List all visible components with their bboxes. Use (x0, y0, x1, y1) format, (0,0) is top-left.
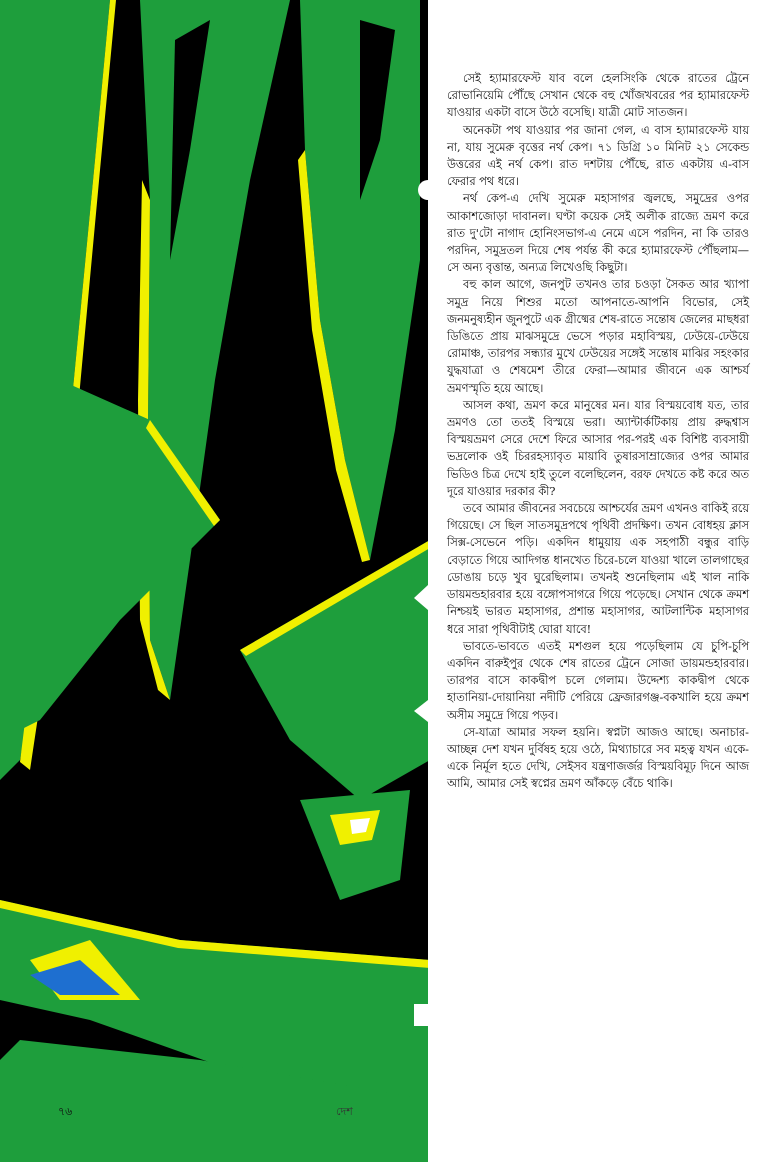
article-paragraph: নর্থ কেপ-এ দেখি সুমেরু মহাসাগর জ্বলছে, সমুদ্রের ওপর আকাশজোড়া দাবানল। ঘণ্টা কয়েক সেই অলীক রাজ্যে ভ্রমণ করে রাত দু'টো নাগাদ হোনিংসভাগ-এ নেমে এসে পরদিন, না কি তারও পরদিন, সমুদ্রতল দিয়ে শেষ পর্যন্ত কী করে হ্যামারফেস্ট পৌঁছলাম—সে অন্য বৃত্তান্ত, অন্যত্র লিখেওছি কিছুটা। (447, 192, 749, 275)
magazine-name: দেশ (336, 1105, 353, 1118)
article-paragraph: অনেকটা পথ যাওয়ার পর জানা গেল, এ বাস হ্যামারফেস্ট যায় না, যায় সুমেরু বৃত্তের নর্থ কেপ। ৭১ ডিগ্রি ১০ মিনিট ২১ সেকেন্ড উত্তরের এই নর্থ কেপ। রাত দশটায় পৌঁছে, রাত একটায় এ-বাস ফেরার পথ ধরে। (447, 123, 749, 189)
article-paragraph: বহু কাল আগে, জনপুট তখনও তার চওড়া সৈকত আর খ্যাপা সমুদ্র নিয়ে শিশুর মতো আপনাতে-আপনি বিভোর, সেই জনমনুষ্যহীন জুনপুটে এক গ্রীষ্মের শেষ-রাতে সন্তোষ জেলের মাছধরা ডিঙিতে প্রায় মাঝসমুদ্রে ভেসে পড়ার মহাবিস্ময়, ঢেউয়ে-ঢেউয়ে রোমাঞ্চ, তারপর সন্ধ্যার মুখে ঢেউয়ের সঙ্গেই সন্তোষ মাঝির সহংকার যুদ্ধযাত্রা ও শেষমেশ তীরে ফেরা—আমার জীবনে এক আশ্চর্য ভ্রমণস্মৃতি হয়ে আছে। (447, 278, 749, 395)
article-paragraph: ভাবতে-ভাবতে এতই মশগুল হয়ে পড়েছিলাম যে চুপি-চুপি একদিন বারুইপুর থেকে শেষ রাতের ট্রেনে সোজা ডায়মন্ডহারবার। তারপর বাসে কাকদ্বীপ চলে গেলাম। উদ্দেশ্য কাকদ্বীপ থেকে হাতানিয়া-দোয়ানিয়া নদীটি পেরিয়ে ফ্রেজারগঞ্জ-বকখালি হয়ে ক্রমশ অসীম সমুদ্রে গিয়ে পড়ব। (447, 639, 749, 722)
page-number: ৭৬ (58, 1105, 73, 1118)
article-paragraph: সেই হ্যামারফেস্ট যাব বলে হেলসিংকি থেকে রাতের ট্রেনে রোভানিয়েমি পৌঁছে সেখান থেকে বহু খোঁজখবরের পর হ্যামারফেস্ট যাওয়ার একটা বাসে উঠে বসেছি। যাত্রী মোট সাতজন। (447, 72, 749, 120)
article-body (447, 70, 749, 793)
article-paragraph: তবে আমার জীবনের সবচেয়ে আশ্চর্যের ভ্রমণ এখনও বাকিই রয়ে গিয়েছে। সে ছিল সাতসমুদ্রপথে পৃথিবী প্রদক্ষিণ। তখন বোধহয় ক্লাস সিক্স-সেভেনে পড়ি। একদিন ধামুয়ায় এক সহপাঠী বন্ধুর বাড়ি বেড়াতে গিয়ে আদিগন্ত ধানখেত চিরে-চলে যাওয়া খালে তালগাছের ডোঙায় চড়ে খুব ঘুরেছিলাম। তখনই শুনেছিলাম এই খাল নাকি ডায়মন্ডহারবার হয়ে বঙ্গোপসাগরে গিয়ে পড়েছে। সেখান থেকে ক্রমশ নিশ্চয়ই ভারত মহাসাগর, প্রশান্ত মহাসাগর, আটলান্টিক মহাসাগর ধরে সারা পৃথিবীটাই ঘোরা যাবে! (447, 502, 749, 636)
article-paragraph: সে-যাত্রা আমার সফল হয়নি। স্বপ্নটা আজও আছে। অনাচার-আচ্ছন্ন দেশ যখন দুর্বিষহ হয়ে ওঠে, মিথ্যাচারে সব মহত্ব যখন একে-একে নির্মূল হতে দেখি, সেইসব যন্ত্রণাজর্জর বিস্ময়বিমূঢ় দিনে আজ আমি, আমার সেই স্বপ্নের ভ্রমণ আঁকড়ে বেঁচে থাকি। (447, 725, 749, 791)
article-paragraph: আসল কথা, ভ্রমণ করে মানুষের মন। যার বিস্ময়বোধ যত, তার ভ্রমণও তো ততই বিস্ময়ে ভরা। অ্যান্টার্কটিকায় প্রায় রুদ্ধশ্বাস বিস্ময়ভ্রমণ সেরে দেশে ফিরে আসার পর-পরই এক বিশিষ্ট ব্যবসায়ী ভদ্রলোক ওই চিররহস্যাবৃত মায়াবি তুষারসাম্রাজ্যের ওপর আমার ভিডিও চিত্র দেখে হাই তুলে বলেছিলেন, বরফ দেখতে কষ্ট করে অত দূরে যাওয়ার দরকার কী? (447, 398, 749, 498)
panel-edge-notches (408, 0, 438, 1162)
